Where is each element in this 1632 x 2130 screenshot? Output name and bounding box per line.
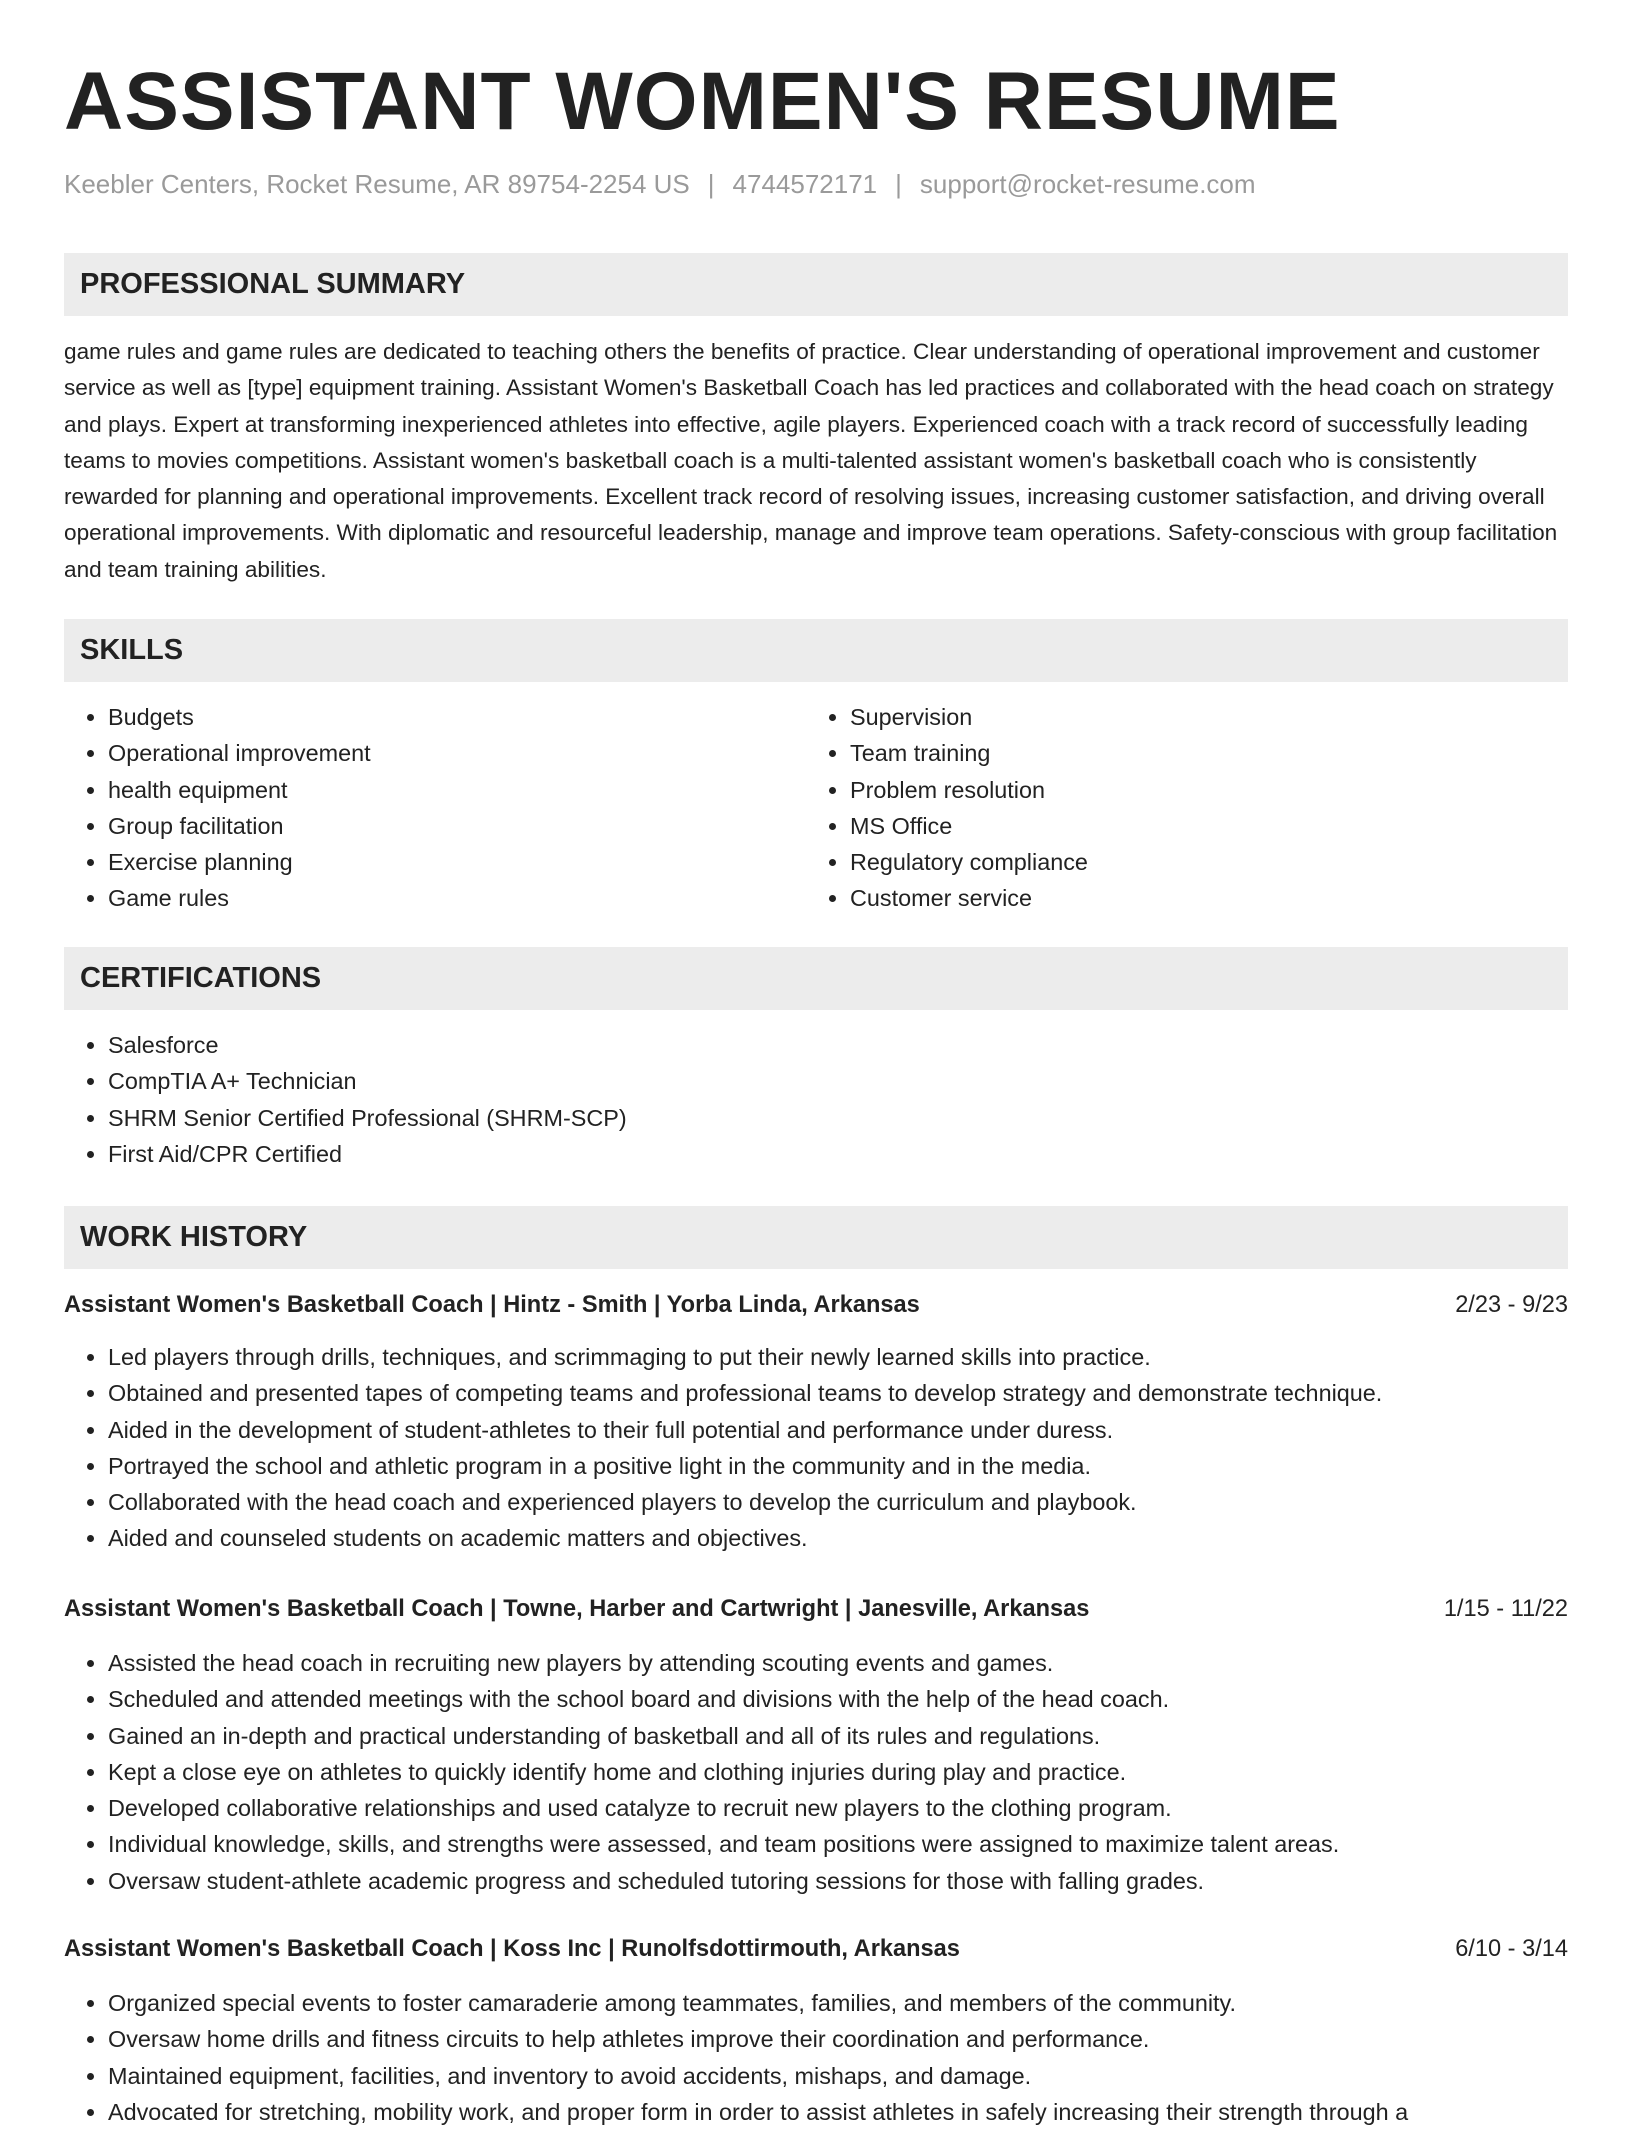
skill-item: • health equipment	[108, 772, 371, 808]
skill-item: • Budgets	[108, 699, 371, 735]
skill-item: • Group facilitation	[108, 808, 371, 844]
contact-phone: 4744572171	[732, 169, 878, 199]
certification-item: • Salesforce	[108, 1027, 627, 1063]
skill-item: • Customer service	[850, 880, 1088, 916]
job-bullets	[64, 1985, 1408, 2130]
job-bullet: • Organized special events to foster camaraderie among teammates, families, and members of the community.	[108, 1985, 1408, 2021]
contact-email: support@rocket-resume.com	[919, 169, 1256, 199]
certifications-list	[64, 1027, 627, 1172]
certification-item: • SHRM Senior Certified Professional (SHRM-SCP)	[108, 1100, 627, 1136]
contact-address: Keebler Centers, Rocket Resume, AR 89754-2254 US	[64, 169, 690, 199]
skill-item: • Game rules	[108, 880, 371, 916]
certification-item: • First Aid/CPR Certified	[108, 1136, 627, 1172]
job-bullet: • Aided in the development of student-athletes to their full potential and performance under duress.	[108, 1412, 1382, 1448]
job-bullet: • Individual knowledge, skills, and strengths were assessed, and team positions were assigned to maximize talent areas.	[108, 1826, 1339, 1862]
job-bullet: • Obtained and presented tapes of competing teams and professional teams to develop strategy and demonstrate technique.	[108, 1375, 1382, 1411]
job-bullet: • Scheduled and attended meetings with the school board and divisions with the help of the head coach.	[108, 1681, 1339, 1717]
skill-item: • Exercise planning	[108, 844, 371, 880]
job-bullets	[64, 1339, 1382, 1557]
job-dates: 1/15 - 11/22	[1443, 1596, 1568, 1622]
skill-item: • Supervision	[850, 699, 1088, 735]
section-heading-certifications: CERTIFICATIONS	[64, 947, 1568, 1010]
job-bullet: • Collaborated with the head coach and experienced players to develop the curriculum and playbook.	[108, 1484, 1382, 1520]
summary-text: game rules and game rules are dedicated to teaching others the benefits of practice. Clear understanding of operational improvement and customer service as well as [type] equipment training. Assistant Women's Basketball Coach has led practices and collaborated with the head coach on strategy and plays. Expert at transforming inexperienced athletes into effective, agile players. Experienced coach with a track record of successfully leading teams to movies competitions. Assistant women's basketball coach is a multi-talented assistant women's basketball coach who is consistently rewarded for planning and operational improvements. Excellent track record of resolving issues, increasing customer satisfaction, and driving overall operational improvements. With diplomatic and resourceful leadership, manage and improve team operations. Safety-conscious with group facilitation and team training abilities.	[64, 339, 1558, 582]
skills-list-right	[806, 699, 1088, 917]
job-bullet: • Assisted the head coach in recruiting new players by attending scouting events and games.	[108, 1645, 1339, 1681]
job-bullet: • Led players through drills, techniques, and scrimmaging to put their newly learned skills into practice.	[108, 1339, 1382, 1375]
job-bullets	[64, 1645, 1339, 1899]
skill-item: • Problem resolution	[850, 772, 1088, 808]
certification-item: • CompTIA A+ Technician	[108, 1063, 627, 1099]
section-heading-skills: SKILLS	[64, 619, 1568, 682]
section-heading-work-history: WORK HISTORY	[64, 1206, 1568, 1269]
job-bullet: • Advocated for stretching, mobility work, and proper form in order to assist athletes in safely increasing their strength through a	[108, 2094, 1408, 2130]
job-bullet: • Oversaw home drills and fitness circuits to help athletes improve their coordination and performance.	[108, 2021, 1408, 2057]
job-bullet: • Oversaw student-athlete academic progress and scheduled tutoring sessions for those with falling grades.	[108, 1863, 1339, 1899]
job-title: Assistant Women's Basketball Coach | Koss Inc | Runolfsdottirmouth, Arkansas	[64, 1936, 960, 1962]
skill-item: • Team training	[850, 735, 1088, 771]
section-heading-summary: PROFESSIONAL SUMMARY	[64, 253, 1568, 316]
job-bullet: • Developed collaborative relationships and used catalyze to recruit new players to the clothing program.	[108, 1790, 1339, 1826]
skill-item: • Regulatory compliance	[850, 844, 1088, 880]
contact-line	[64, 166, 1256, 202]
skill-item: • Operational improvement	[108, 735, 371, 771]
job-bullet: • Gained an in-depth and practical understanding of basketball and all of its rules and regulations.	[108, 1718, 1339, 1754]
contact-separator: |	[895, 169, 902, 199]
job-title: Assistant Women's Basketball Coach | Towne, Harber and Cartwright | Janesville, Arkansas	[64, 1596, 1090, 1622]
resume-title: ASSISTANT WOMEN'S RESUME	[64, 56, 1341, 147]
job-title: Assistant Women's Basketball Coach | Hintz - Smith | Yorba Linda, Arkansas	[64, 1292, 920, 1318]
skills-list-left	[64, 699, 371, 917]
contact-separator: |	[707, 169, 715, 199]
job-bullet: • Aided and counseled students on academic matters and objectives.	[108, 1520, 1382, 1556]
job-bullet: • Portrayed the school and athletic program in a positive light in the community and in the media.	[108, 1448, 1382, 1484]
job-dates: 2/23 - 9/23	[1455, 1292, 1568, 1318]
job-bullet: • Maintained equipment, facilities, and inventory to avoid accidents, mishaps, and damage.	[108, 2058, 1408, 2094]
skill-item: • MS Office	[850, 808, 1088, 844]
job-bullet: • Kept a close eye on athletes to quickly identify home and clothing injuries during play and practice.	[108, 1754, 1339, 1790]
job-dates: 6/10 - 3/14	[1455, 1936, 1568, 1962]
